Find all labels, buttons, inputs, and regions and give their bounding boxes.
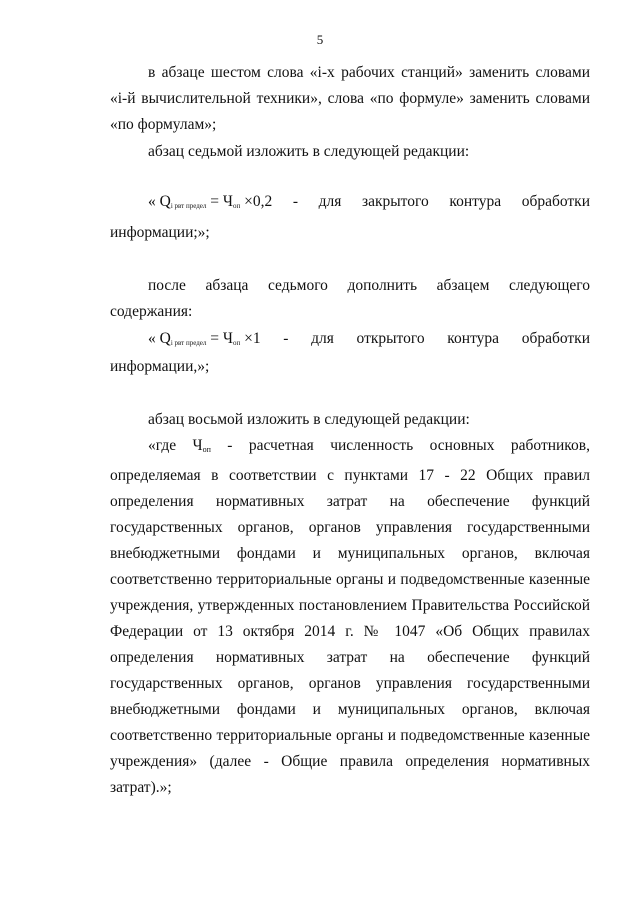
formula-open-contour [148,330,590,348]
page-number: 5 [316,32,324,47]
formula-word: контура [447,330,500,347]
formula-expression: « $Q_{i рвт предел}$ = Чоп ×0,2 [148,193,273,210]
formula-continuation: информации;»; [110,224,210,241]
formula-word: обработки [521,330,590,347]
paragraph-amend-sixth: в абзаце шестом слова «i-х рабочих станций» заменить словами «i-й вычислительной техники», слова «по формуле» заменить словами «по формулам»; [110,64,590,133]
formula-closed-contour [148,193,590,211]
paragraph-seventh-intro: абзац седьмой изложить в следующей редакции: [148,143,470,160]
formula-expression: « $Q_{i рвт предел}$ = Чоп ×1 [148,330,261,347]
formula-word: открытого [356,330,425,347]
formula-word: - [283,330,289,347]
formula-word: для [318,193,342,210]
symbol-ch-op: Чоп [192,437,211,454]
formula-continuation: информации,»; [110,358,210,375]
formula-word: обработки [521,193,590,210]
paragraph-eighth-intro: абзац восьмой изложить в следующей редакции: [148,411,470,428]
formula-word: для [311,330,334,347]
paragraph-add-after-seventh: после абзаца седьмого дополнить абзацем следующего содержания: [110,277,590,320]
formula-word: закрытого [361,193,429,210]
formula-word: контура [449,193,502,210]
paragraph-definition: «где Чоп - расчетная численность основных работников, определяемая в соответствии с пунктами 17 - 22 Общих правил определения нормативных затрат на обеспечение функций государственных органов, органов управления государственными внебюджетными фондами и муниципальных органов, включая соответственно территориальные органы и подведомственные казенные учреждения, утвержденных постановлением Правительства Российской Федерации от 13 октября 2014 г. № 1047 «Об Общих правилах определения нормативных затрат на обеспечение функций государственных органов, органов управления государственными внебюджетными фондами и муниципальных органов, включая соответственно территориальные органы и подведомственные казенные учреждения» (далее - Общие правила определения нормативных затрат).»; [110,437,590,796]
formula-word: - [292,193,298,210]
